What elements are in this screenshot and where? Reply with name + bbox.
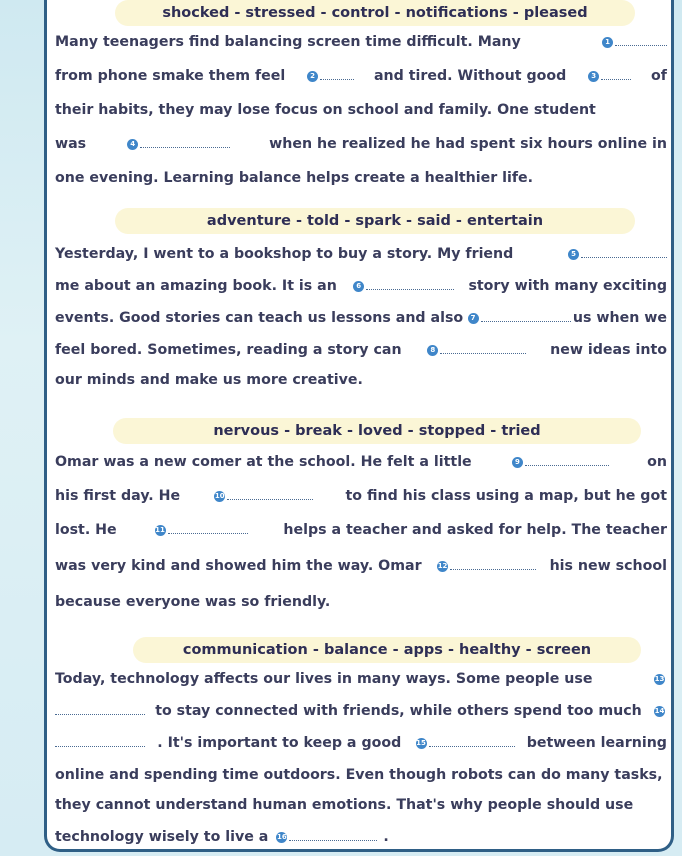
answer-blank-7 [466, 310, 571, 326]
text-segment: . It's important to keep a good [157, 735, 402, 751]
text-line [55, 488, 667, 504]
word-bank-1: shocked - stressed - control - notifications - pleased [115, 0, 635, 26]
text-line [55, 342, 667, 358]
answer-blank-8 [425, 342, 526, 358]
dotted-blank [55, 736, 145, 747]
text-line [55, 372, 667, 388]
text-segment: from phone smake them feel [55, 68, 286, 84]
answer-blank-10 [212, 488, 313, 504]
answer-blank-15 [414, 735, 515, 751]
text-segment: was [55, 136, 87, 152]
number-2-icon: 2 [307, 71, 318, 82]
worksheet-page [44, 0, 674, 852]
text-segment: they cannot understand human emotions. That's why people should use [55, 797, 634, 813]
dotted-blank [227, 489, 313, 500]
dotted-blank [168, 523, 248, 534]
text-segment: our minds and make us more creative. [55, 372, 363, 388]
number-1-icon: 1 [602, 37, 613, 48]
number-13-icon: 13 [654, 674, 665, 683]
answer-blank-1 [600, 34, 667, 50]
text-segment: to stay connected with friends, while others spend too much [155, 703, 642, 719]
dotted-blank [289, 830, 377, 841]
number-11-icon: 11 [155, 525, 165, 534]
dotted-blank [581, 247, 667, 258]
number-12-icon: 12 [437, 561, 448, 570]
answer-blank-13 [652, 671, 667, 687]
text-line [55, 735, 667, 751]
dotted-blank [525, 455, 609, 466]
answer-blank-3 [586, 68, 631, 84]
number-8-icon: 8 [427, 345, 438, 356]
text-segment: Omar was a new comer at the school. He felt a little [55, 454, 472, 470]
text-segment: Many teenagers find balancing screen time difficult. Many [55, 34, 521, 50]
text-line [55, 68, 667, 84]
text-segment: new ideas into [550, 342, 667, 358]
text-line [55, 797, 667, 813]
text-line [55, 522, 667, 538]
text-segment: story with many exciting [468, 278, 667, 294]
number-15-icon: 15 [416, 738, 426, 747]
text-segment: his first day. He [55, 488, 181, 504]
answer-blank-13-line [55, 703, 145, 719]
dotted-blank [601, 69, 631, 80]
number-4-icon: 4 [127, 139, 138, 150]
text-segment: on [647, 454, 667, 470]
text-line [55, 102, 667, 118]
answer-blank-9 [510, 454, 609, 470]
text-segment: between learning [526, 735, 667, 751]
text-segment: online and spending time outdoors. Even though robots can do many tasks, [55, 767, 663, 783]
text-line [55, 558, 667, 574]
text-segment: of [651, 68, 667, 84]
answer-blank-12 [435, 558, 536, 574]
dotted-blank [140, 137, 230, 148]
text-segment: Yesterday, I went to a bookshop to buy a story. My friend [55, 246, 514, 262]
text-segment: helps a teacher and asked for help. The teacher [283, 522, 667, 538]
dotted-blank [429, 736, 515, 747]
number-9-icon: 9 [512, 457, 523, 468]
number-6-icon: 6 [353, 281, 364, 292]
number-14-icon: 14 [654, 706, 665, 715]
dotted-blank [366, 279, 454, 290]
text-segment: technology wisely to live a [55, 829, 269, 845]
text-segment: one evening. Learning balance helps create a healthier life. [55, 170, 534, 186]
text-segment: to find his class using a map, but he got [345, 488, 667, 504]
text-line [55, 310, 667, 326]
text-line [55, 829, 667, 845]
text-line [55, 136, 667, 152]
dotted-blank [450, 559, 536, 570]
number-10-icon: 10 [214, 491, 225, 500]
text-line [55, 246, 667, 262]
text-segment: me about an amazing book. It is an [55, 278, 337, 294]
text-segment: Today, technology affects our lives in many ways. Some people use [55, 671, 593, 687]
answer-blank-16 [274, 829, 377, 845]
text-line [55, 767, 667, 783]
text-segment: feel bored. Sometimes, reading a story can [55, 342, 402, 358]
number-16-icon: 16 [277, 832, 287, 841]
number-5-icon: 5 [568, 249, 579, 260]
text-line [55, 170, 667, 186]
exercise-section-4 [55, 637, 667, 847]
text-line [55, 594, 667, 610]
text-line [55, 34, 667, 50]
answer-blank-14 [652, 703, 667, 719]
text-line [55, 278, 667, 294]
answer-blank-11 [153, 522, 248, 538]
dotted-blank [55, 704, 145, 715]
word-bank-3: nervous - break - loved - stopped - tried [113, 418, 641, 444]
answer-blank-4 [125, 136, 230, 152]
number-7-icon: 7 [468, 313, 479, 324]
text-segment: when he realized he had spent six hours online in [269, 136, 667, 152]
dotted-blank [615, 35, 667, 46]
dotted-blank [481, 311, 571, 322]
text-segment: lost. He [55, 522, 117, 538]
text-line [55, 671, 667, 687]
text-line [55, 703, 667, 719]
text-segment: us when we [572, 310, 667, 326]
answer-blank-6 [351, 278, 454, 294]
text-segment: his new school [549, 558, 667, 574]
text-segment: was very kind and showed him the way. Omar [55, 558, 422, 574]
exercise-section-1 [55, 0, 667, 200]
word-bank-4: communication - balance - apps - healthy - screen [133, 637, 641, 663]
exercise-section-2 [55, 208, 667, 388]
text-segment: and tired. Without good [373, 68, 567, 84]
answer-blank-14-line [55, 735, 145, 751]
answer-blank-5 [566, 246, 667, 262]
text-segment: . [383, 829, 389, 845]
dotted-blank [440, 343, 526, 354]
dotted-blank [320, 69, 354, 80]
word-bank-2: adventure - told - spark - said - entertain [115, 208, 635, 234]
text-segment: because everyone was so friendly. [55, 594, 331, 610]
text-segment: events. Good stories can teach us lessons and also [55, 310, 464, 326]
text-segment: their habits, they may lose focus on school and family. One student [55, 102, 596, 118]
exercise-section-3 [55, 418, 667, 618]
answer-blank-2 [305, 68, 354, 84]
number-3-icon: 3 [588, 71, 599, 82]
text-line [55, 454, 667, 470]
